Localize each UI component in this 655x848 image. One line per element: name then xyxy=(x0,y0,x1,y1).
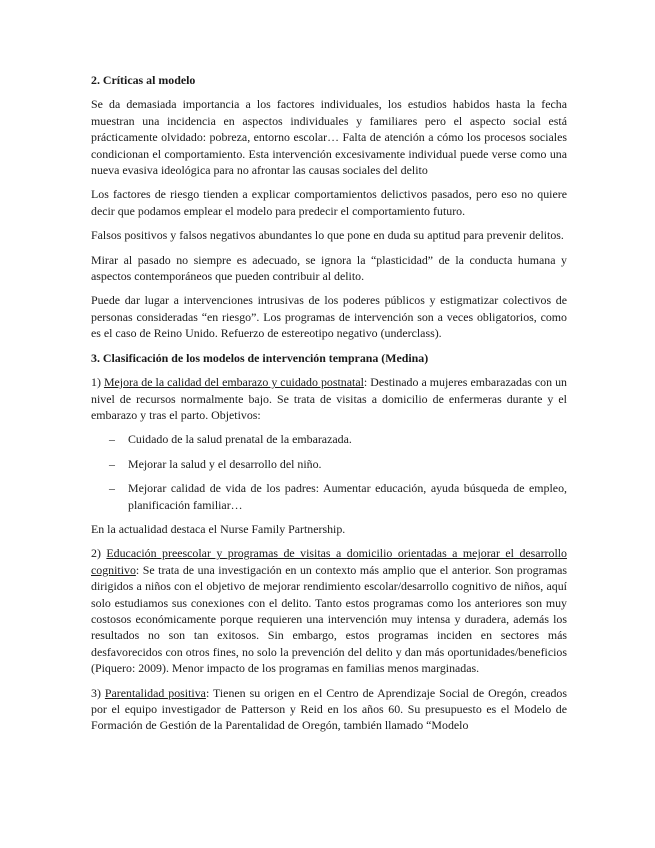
document-page xyxy=(91,72,567,742)
item-preescolar xyxy=(91,545,567,676)
item-text-preescolar: : Se trata de una investigación en un contexto más amplio que el anterior. Son programas dirigidos a niños con el objetivo de mejorar rendimiento escolar/desarrollo cognitivo de niños, aquí solo estudiamos sus conexiones con el delito. Tanto estos programas como los anteriores son muy costosos económicamente porque requieren una intervención muy intensa y duradera, además los resultados no son tan exitosos. Sin embargo, estos programas inciden en sectores más desfavorecidos con otros fines, no solo la prevención del delito y dan más oportunidades/beneficios (Piquero: 2009). Menor impacto de los programas en familias menos marginadas. xyxy=(91,562,567,676)
item-number: 1) xyxy=(91,375,104,390)
paragraph-criticas-3: Falsos positivos y falsos negativos abundantes lo que pone en duda su aptitud para prevenir delitos. xyxy=(91,228,564,243)
paragraph-criticas-2: Los factores de riesgo tienden a explicar comportamientos delictivos pasados, pero eso no quiere decir que podamos emplear el modelo para predecir el comportamiento futuro. xyxy=(91,187,567,218)
item-title-embarazo: Mejora de la calidad del embarazo y cuidado postnatal xyxy=(103,375,364,390)
paragraph-nurse-family: En la actualidad destaca el Nurse Family Partnership. xyxy=(91,521,346,536)
list-item: – Mejorar la salud y el desarrollo del niño. xyxy=(91,456,567,472)
item-text-embarazo: : Destinado a mujeres embarazadas con un nivel de recursos normalmente bajo. Se trata de visitas a domicilio de enfermeras durante y el embarazo y tras el parto. Objetivos: xyxy=(91,375,567,422)
item-number: 3) xyxy=(91,685,105,700)
paragraph-criticas-1: Se da demasiada importancia a los factores individuales, los estudios habidos hasta la fecha muestran una incidencia en aspectos individuales y familiares pero el aspecto social está prácticamente olvidado: pobreza, entorno escolar… Falta de atención a cómo los procesos sociales condicionan el comportamiento. Esta intervención excesivamente individual puede verse como una nueva evasiva ideológica para no afrontar las causas sociales del delito xyxy=(91,97,567,178)
item-title-preescolar: Educación preescolar y programas de visitas a domicilio orientadas a mejorar el desarrollo cognitivo xyxy=(91,546,567,577)
paragraph-criticas-5: Puede dar lugar a intervenciones intrusivas de los poderes públicos y estigmatizar colectivos de personas consideradas “en riesgo”. Los programas de intervención son a veces obligatorios, como es el caso de Reino Unido. Refuerzo de estereotipo negativo (underclass). xyxy=(91,293,567,341)
item-parentalidad xyxy=(91,685,567,734)
list-item: – Cuidado de la salud prenatal de la embarazada. xyxy=(91,431,567,447)
objetivos-list xyxy=(91,431,567,513)
section-heading-criticas: 2. Críticas al modelo xyxy=(91,73,196,87)
paragraph-criticas-4: Mirar al pasado no siempre es adecuado, se ignora la “plasticidad” de la conducta humana y aspectos contemporáneos que pueden contribuir al delito. xyxy=(91,252,567,284)
section-heading-clasificacion: 3. Clasificación de los modelos de intervención temprana (Medina) xyxy=(91,350,429,365)
item-title-parentalidad: Parentalidad positiva xyxy=(104,685,206,700)
list-item: – Mejorar calidad de vida de los padres: Aumentar educación, ayuda búsqueda de empleo, planificación familiar… xyxy=(91,480,567,513)
item-embarazo xyxy=(91,374,567,423)
item-text-parentalidad: : Tienen su origen en el Centro de Aprendizaje Social de Oregón, creados por el equipo investigador de Patterson y Reid en los años 60. Su presupuesto es el Modelo de Formación de Gestión de la Parentalidad de Oregón, también llamado “Modelo xyxy=(91,685,567,733)
item-number: 2) xyxy=(91,546,107,561)
